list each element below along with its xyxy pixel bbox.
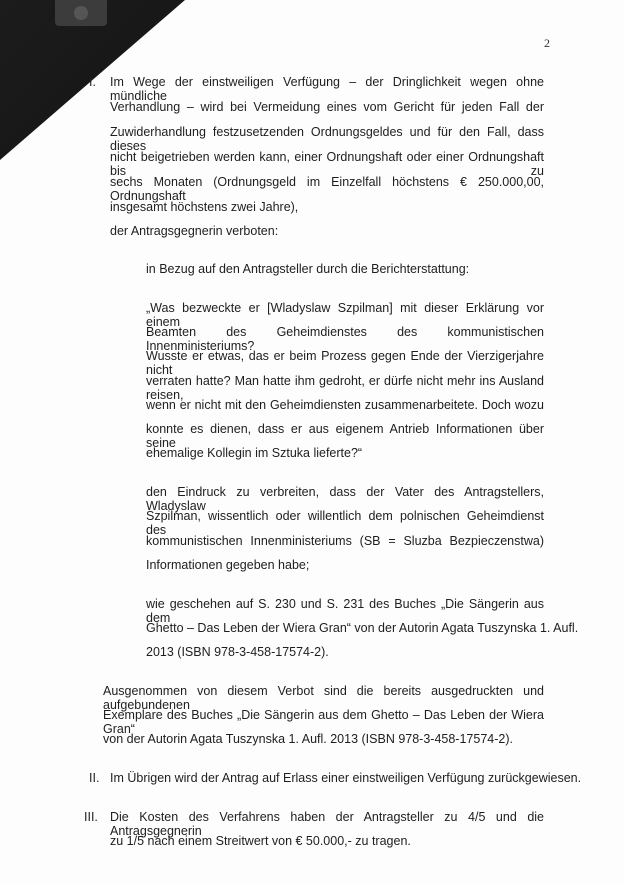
impression-line: Szpilman, wissentlich oder willentlich dem polnischen Geheimdienst des	[146, 509, 544, 537]
exception-line: Exemplare des Buches „Die Sängerin aus dem Ghetto – Das Leben der Wiera Gran“	[103, 708, 544, 736]
quote-line: konnte es dienen, dass er aus eigenem Antrieb Informationen über seine	[146, 422, 544, 450]
quote-line: ehemalige Kollegin im Sztuka lieferte?“	[146, 446, 363, 460]
item-1-line: nicht beigetrieben werden kann, einer Ordnungshaft oder einer Ordnungshaft bis zu	[110, 150, 544, 178]
item-2-text: Im Übrigen wird der Antrag auf Erlass einer einstweiligen Verfügung zurückgewiesen.	[110, 771, 582, 785]
item-2-number: II.	[89, 771, 100, 785]
quote-line: verraten hatte? Man hatte ihm gedroht, er dürfe nicht mehr ins Ausland reisen,	[146, 374, 544, 402]
item-1-line: sechs Monaten (Ordnungsgeld im Einzelfall höchstens € 250.000,00, Ordnungshaft	[110, 175, 544, 203]
item-1-line: Zuwiderhandlung festzusetzenden Ordnungsgeldes und für den Fall, dass dieses	[110, 125, 544, 153]
reference-line: in Bezug auf den Antragsteller durch die Berichterstattung:	[146, 262, 470, 276]
scanner-clip-knob	[74, 6, 88, 20]
impression-line: kommunistischen Innenministeriums (SB = Sluzba Bezpieczenstwa)	[146, 534, 544, 548]
quote-line: Beamten des Geheimdienstes des kommunistischen Innenministeriums?	[146, 325, 544, 353]
item-3-line: zu 1/5 nach einem Streitwert von € 50.000,- zu tragen.	[110, 834, 411, 848]
quote-line: „Was bezweckte er [Wladyslaw Szpilman] mit dieser Erklärung vor einem	[146, 301, 544, 329]
page-number: 2	[544, 36, 550, 50]
item-3-line: Die Kosten des Verfahrens haben der Antragsteller zu 4/5 und die Antragsgegnerin	[110, 810, 544, 838]
source-line: wie geschehen auf S. 230 und S. 231 des Buches „Die Sängerin aus dem	[146, 597, 544, 625]
impression-line: Informationen gegeben habe;	[146, 558, 310, 572]
item-1-number: I.	[89, 75, 96, 89]
exception-line: von der Autorin Agata Tuszynska 1. Aufl. 2013 (ISBN 978-3-458-17574-2).	[103, 732, 513, 746]
impression-line: den Eindruck zu verbreiten, dass der Vater des Antragstellers, Wladyslaw	[146, 485, 544, 513]
item-3-number: III.	[84, 810, 98, 824]
quote-line: Wusste er etwas, das er beim Prozess gegen Ende der Vierzigerjahre nicht	[146, 349, 544, 377]
quote-line: wenn er nicht mit den Geheimdiensten zusammenarbeitete. Doch wozu	[146, 398, 544, 412]
exception-line: Ausgenommen von diesem Verbot sind die bereits ausgedruckten und aufgebundenen	[103, 684, 544, 712]
source-line: 2013 (ISBN 978-3-458-17574-2).	[146, 645, 329, 659]
forbidden-line: der Antragsgegnerin verboten:	[110, 224, 279, 238]
source-line: Ghetto – Das Leben der Wiera Gran“ von der Autorin Agata Tuszynska 1. Aufl.	[146, 621, 579, 635]
item-1-line: Verhandlung – wird bei Vermeidung eines vom Gericht für jeden Fall der	[110, 100, 544, 114]
item-1-line: Im Wege der einstweiligen Verfügung – der Dringlichkeit wegen ohne mündliche	[110, 75, 544, 103]
item-1-line: insgesamt höchstens zwei Jahre),	[110, 200, 299, 214]
